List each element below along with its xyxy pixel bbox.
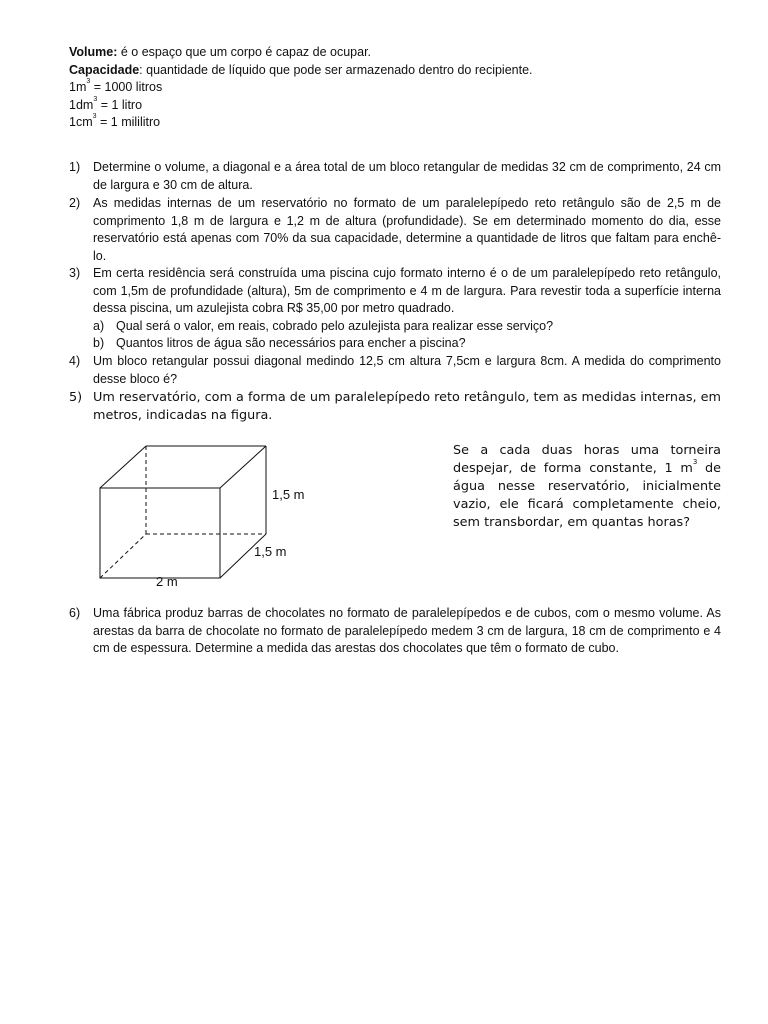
question-text: Uma fábrica produz barras de chocolates no formato de paralelepípedos e de cubos, com o mesmo volume. As arestas da barra de chocolate no formato de paralelepípedo medem 3 cm de largura, 18 cm de comprimento e 4 cm de espessura. Determine a medida das arestas dos chocolates que têm o formato de cubo.	[93, 606, 721, 656]
reservoir-box-figure	[90, 436, 330, 596]
box-edge	[100, 446, 146, 488]
question-3b	[93, 335, 721, 353]
sub-label: a)	[93, 318, 105, 333]
box-hidden-edge	[100, 534, 146, 578]
question-6	[69, 605, 721, 658]
question-text: Um reservatório, com a forma de um paralelepípedo reto retângulo, tem as medidas internas, em metros, indicadas na figura.	[93, 390, 721, 423]
volume-text: é o espaço que um corpo é capaz de ocupar.	[117, 45, 372, 59]
length-label: 2 m	[156, 574, 178, 589]
question-3	[69, 265, 721, 353]
sub-label: b)	[93, 336, 105, 351]
box-front-face	[100, 488, 220, 578]
height-label: 1,5 m	[272, 487, 305, 502]
capacity-text: : quantidade de líquido que pode ser armazenado dentro do recipiente.	[139, 62, 533, 77]
question-text: Determine o volume, a diagonal e a área total de um bloco retangular de medidas 32 cm de comprimento, 24 cm de largura e 30 cm de altura.	[93, 160, 721, 192]
question-5	[69, 389, 721, 425]
box-edge	[220, 446, 266, 488]
sub-text: Qual será o valor, em reais, cobrado pelo azulejista para realizar esse serviço?	[116, 318, 554, 333]
equivalence-cm3: $1cm^3 = 1$ mililitro	[69, 113, 161, 130]
depth-label: 1,5 m	[254, 544, 287, 559]
question-text: Um bloco retangular possui diagonal medindo 12,5 cm altura 7,5cm e largura 8cm. A medida do comprimento desse bloco é?	[93, 354, 721, 386]
question-2	[69, 195, 721, 265]
volume-definition	[69, 44, 533, 62]
equivalence-dm3: $1dm^3 = 1$ litro	[69, 95, 143, 112]
question-number: 6)	[69, 606, 81, 620]
question-3a	[93, 318, 721, 336]
capacity-definition	[69, 62, 533, 80]
sub-text: Quantos litros de água são necessários para encher a piscina?	[116, 336, 466, 351]
question-text: As medidas internas de um reservatório no formato de um paralelepípedo reto retângulo são de 2,5 m de comprimento 1,8 m de largura e 1,2 m de altura (profundidade). Se em determinado momento do dia, esse reservatório está apenas com 70% da sua capacidade, determine a quantidade de litros que faltam para enchê-lo.	[93, 196, 721, 263]
question-number: 3)	[69, 266, 81, 280]
question-number: 5)	[69, 390, 83, 405]
capacity-term: Capacidade	[69, 62, 140, 77]
equivalence-m3: $1m^3 = 1000$ litros	[69, 78, 163, 95]
question-4	[69, 353, 721, 388]
question-5-side-text: Se a cada duas horas uma torneira despejar, de forma constante, 1 $m^3$ de água nesse reservatório, inicialmente vazio, ele ficará completamente cheio, sem transbordar, em quantas horas?	[453, 443, 721, 530]
volume-term: Volume:	[69, 45, 118, 59]
question-text: Em certa residência será construída uma piscina cujo formato interno é o de um paralelepípedo reto retângulo, com 1,5m de profundidade (altura), 5m de comprimento e 4 m de largura. Para revestir toda a superfície interna dessa piscina, um azulejista cobra R$ 35,00 por metro quadrado.	[93, 266, 721, 316]
question-number: 2)	[69, 196, 81, 210]
question-1	[69, 159, 721, 194]
definitions-block	[69, 44, 533, 132]
question-number: 4)	[69, 354, 81, 368]
question-number: 1)	[69, 160, 81, 174]
